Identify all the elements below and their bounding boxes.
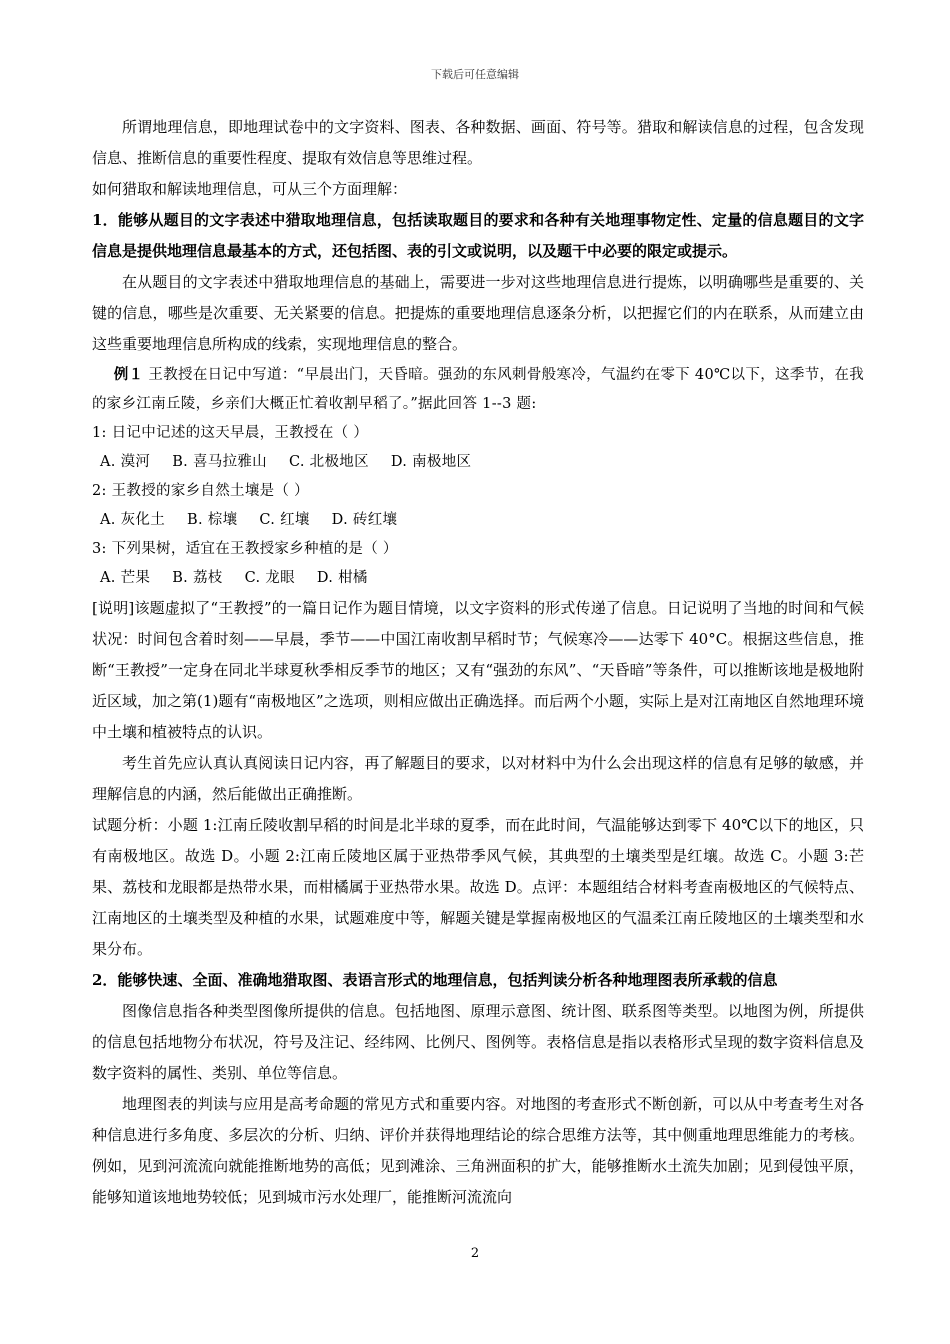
option: D. 砖红壤 xyxy=(331,512,398,528)
option: D. 柑橘 xyxy=(316,570,368,586)
paragraph-advice: 考生首先应认真认真阅读日记内容，再了解题目的要求，以对材料中为什么会出现这样的信息有足够的敏感，并理解信息的内涵，然后能做出正确推断。 xyxy=(92,754,864,803)
document-body xyxy=(92,112,864,1213)
question-1-options xyxy=(92,448,864,477)
example-block xyxy=(92,360,864,593)
option: A. 漠河 xyxy=(100,454,151,470)
option: C. 龙眼 xyxy=(244,570,295,586)
paragraph-intro: 所谓地理信息，即地理试卷中的文字资料、图表、各种数据、画面、符号等。猎取和解读信息的过程，包含发现信息、推断信息的重要性程度、提取有效信息等思维过程。 xyxy=(92,118,864,167)
example-label: 例１ xyxy=(113,366,144,383)
paragraph-analysis: 试题分析：小题 1:江南丘陵收割早稻的时间是北半球的夏季，而在此时间，气温能够达到零下 40℃以下的地区，只有南极地区。故选 D。小题 2:江南丘陵地区属于亚热带季风气候，其典型的土壤类型是红壤。故选 C。小题 3:芒果、荔枝和龙眼都是热带水果，而柑橘属于亚热带水果。故选 D。点评：本题组结合材料考查南极地区的气候特点、江南地区的土壤类型及种植的水果，试题难度中等，解题关键是掌握南极地区的气温柔江南丘陵地区的土壤类型和水果分布。 xyxy=(92,816,864,958)
question-3: 3: 下列果树，适宜在王教授家乡种植的是（ ） xyxy=(92,541,398,557)
paragraph-chart-reading: 地理图表的判读与应用是高考命题的常见方式和重要内容。对地图的考查形式不断创新，可以从中考查考生对各种信息进行多角度、多层次的分析、归纳、评价并获得地理结论的综合思维方法等，其中侧重地理思维能力的考核。例如，见到河流流向就能推断地势的高低；见到滩涂、三角洲面积的扩大，能够推断水土流失加剧；见到侵蚀平原，能够知道该地地势较低；见到城市污水处理厂，能推断河流流向 xyxy=(92,1095,864,1206)
page-number: 2 xyxy=(470,1246,480,1261)
paragraph-image-info: 图像信息指各种类型图像所提供的信息。包括地图、原理示意图、统计图、联系图等类型。以地图为例，所提供的信息包括地物分布状况，符号及注记、经纬网、比例尺、图例等。表格信息是指以表格形式呈现的数字资料信息及数字资料的属性、类别、单位等信息。 xyxy=(92,1002,864,1082)
option: C. 红壤 xyxy=(259,512,310,528)
question-2: 2: 王教授的家乡自然土壤是（ ） xyxy=(92,483,309,499)
section-heading-1: 1．能够从题目的文字表述中猎取地理信息，包括读取题目的要求和各种有关地理事物定性、定量的信息题目的文字信息是提供地理信息最基本的方式，还包括图、表的引文或说明，以及题干中必要的限定或提示。 xyxy=(92,211,864,260)
option: A. 灰化土 xyxy=(100,512,165,528)
option: D. 南极地区 xyxy=(390,454,472,470)
option: C. 北极地区 xyxy=(288,454,369,470)
option: B. 荔枝 xyxy=(172,570,223,586)
question-2-options xyxy=(92,506,864,535)
example-text: 王教授在日记中写道：“早晨出门，天昏暗。强劲的东风刺骨般寒冷，气温约在零下 40℃以下，这季节，在我的家乡江南丘陵，乡亲们大概正忙着收割早稻了。”据此回答 1--3 题: xyxy=(92,367,864,412)
question-1: 1: 日记中记述的这天早晨，王教授在（ ） xyxy=(92,425,369,441)
option: B. 棕壤 xyxy=(187,512,238,528)
paragraph-refine: 在从题目的文字表述中猎取地理信息的基础上，需要进一步对这些地理信息进行提炼，以明确哪些是重要的、关键的信息，哪些是次重要、无关紧要的信息。把提炼的重要地理信息逐条分析，以把握它们的内在联系，从而建立由这些重要地理信息所构成的线索，实现地理信息的整合。 xyxy=(92,273,864,353)
section-heading-2: 2．能够快速、全面、准确地猎取图、表语言形式的地理信息，包括判读分析各种地理图表所承载的信息 xyxy=(92,971,778,989)
page-header: 下载后可任意编辑 xyxy=(431,68,519,81)
option: B. 喜马拉雅山 xyxy=(172,454,267,470)
option: A. 芒果 xyxy=(100,570,151,586)
question-3-options xyxy=(92,564,864,593)
example-stem xyxy=(92,360,864,419)
paragraph-explanation: [说明]该题虚拟了“王教授”的一篇日记作为题目情境，以文字资料的形式传递了信息。日记说明了当地的时间和气候状况：时间包含着时刻——早晨，季节——中国江南收割早稻时节；气候寒冷——达零下 40°C。根据这些信息，推断“王教授”一定身在同北半球夏秋季相反季节的地区；又有“强劲的东风”、“天昏暗”等条件，可以推断该地是极地附近区域，加之第(1)题有“南极地区”之选项，则相应做出正确选择。而后两个小题，实际上是对江南地区自然地理环境中土壤和植被特点的认识。 xyxy=(92,599,864,741)
paragraph-how: 如何猎取和解读地理信息，可从三个方面理解： xyxy=(92,180,408,198)
